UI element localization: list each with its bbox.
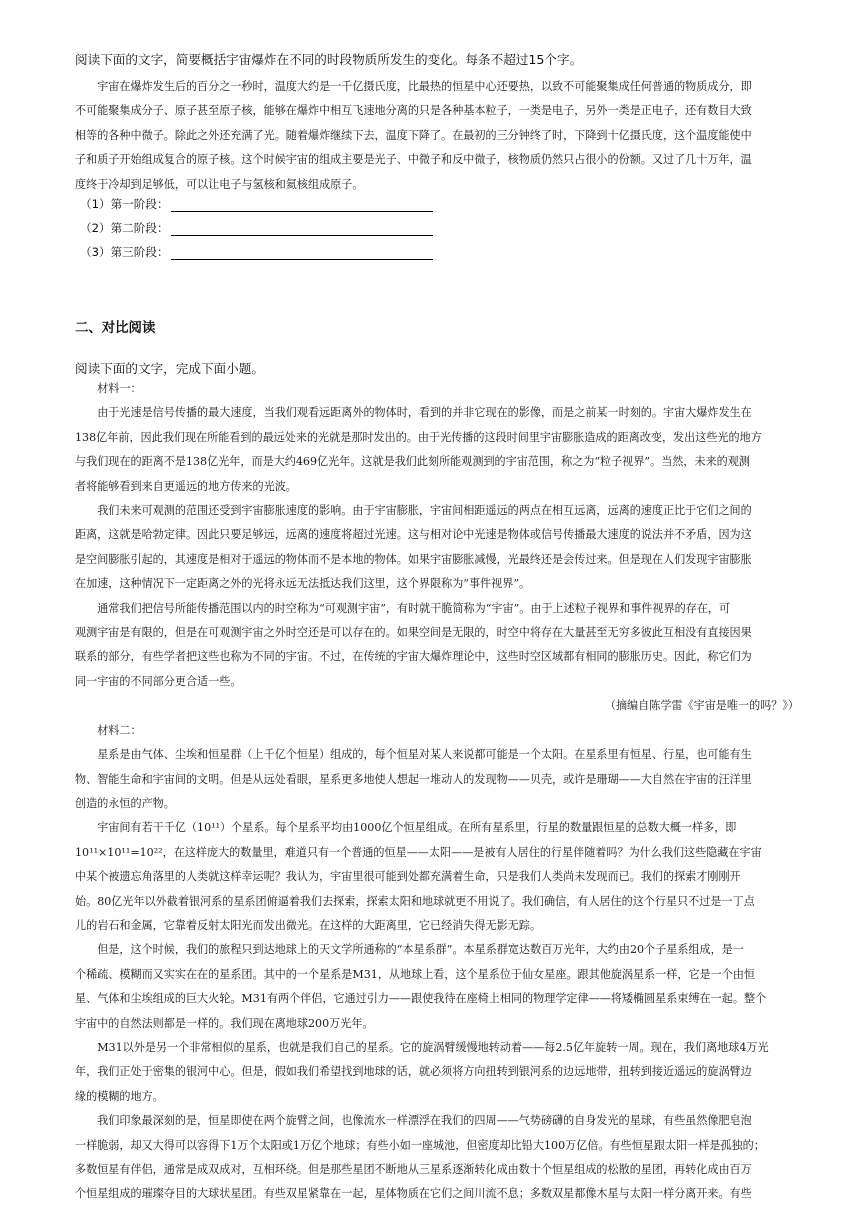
comparison-reading xyxy=(75,377,799,1207)
paragraph xyxy=(75,1109,799,1207)
paragraph-line: 通常我们把信号所能传播范围以内的时空称为“可观测宇宙”，有时就干脆简称为“宇宙”。由于上述粒子视界和事件视界的存在，可 xyxy=(97,601,731,615)
paragraph xyxy=(75,597,799,695)
answer-row-stage-2 xyxy=(80,220,433,236)
paragraph-line: 宇宙中的自然法则都是一样的。我们现在离地球200万光年。 xyxy=(75,1016,374,1030)
paragraph-line: 个恒星组成的璀璨夺目的大球状星团。有些双星紧靠在一起，星体物质在它们之间川流不息；多数双星都像木星与太阳一样分离开来。有些 xyxy=(75,1187,752,1201)
paragraph xyxy=(75,1036,799,1109)
passage-line: 度终于冷却到足够低，可以让电子与氢核和氦核组成原子。 xyxy=(75,177,364,191)
paragraph-line: 我们未来可观测的范围还受到宇宙膨胀速度的影响。由于宇宙膨胀，宇宙间相距遥远的两点在相互远离，远离的速度正比于它们之间的 xyxy=(97,504,752,518)
paragraph-line: 距离，这就是哈勃定律。因此只要足够远，远离的速度将超过光速。这与相对论中光速是物体或信号传播最大速度的说法并不矛盾，因为这 xyxy=(75,528,752,542)
section-title: 二、对比阅读 xyxy=(75,321,156,336)
answer-blank[interactable] xyxy=(171,245,433,260)
paragraph xyxy=(75,401,799,499)
paragraph-line: 宇宙间有若干千亿（10¹¹）个星系。每个星系平均由1000亿个恒星组成。在所有星系里，行星的数量跟恒星的总数大概一样多，即 xyxy=(97,821,737,835)
paragraph xyxy=(75,743,799,816)
passage-line: 宇宙在爆炸发生后的百分之一秒时，温度大约是一千亿摄氏度，比最热的恒星中心还要热，以致不可能聚集成任何普通的物质成分，即 xyxy=(97,80,752,93)
paragraph-line: 物、智能生命和宇宙间的文明。但是从远处看眼，星系更多地使人想起一堆动人的发现物——贝壳，或许是珊瑚——大自然在宇宙的汪洋里 xyxy=(75,772,752,786)
material-label: 材料一： xyxy=(97,382,142,395)
paragraph-line: 中某个被遗忘角落里的人类就这样幸运呢？我认为，宇宙里很可能到处都充满着生命，只是我们人类尚未发现而已。我们的探索才刚刚开 xyxy=(75,870,741,884)
answer-blank[interactable] xyxy=(171,197,433,212)
answer-row-stage-1 xyxy=(80,196,433,212)
answer-row-stage-3 xyxy=(80,244,433,260)
paragraph-line: 观测宇宙是有限的，但是在可观测宇宙之外时空还是可以存在的。如果空间是无限的，时空中将存在大量甚至无穷多彼此互相没有直接因果 xyxy=(75,626,752,640)
stage-label: （3）第三阶段： xyxy=(80,245,169,259)
paragraph-line: 同一宇宙的不同部分更合适一些。 xyxy=(75,674,242,688)
passage-line: 不可能聚集成分子、原子甚至原子核，能够在爆炸中相互飞速地分离的只是各种基本粒子，一类是电子，另外一类是正电子，还有数目大致 xyxy=(75,104,752,118)
paragraph-line: 缘的模糊的地方。 xyxy=(75,1089,164,1103)
answer-blank[interactable] xyxy=(171,221,433,236)
paragraph-line: 10¹¹×10¹¹=10²²，在这样庞大的数量里，难道只有一个普通的恒星——太阳——是被有人居住的行星伴随着吗？为什么我们这些隐藏在宇宙 xyxy=(75,845,762,859)
paragraph-line: 创造的永恒的产物。 xyxy=(75,796,175,810)
paragraph-line: 是空间膨胀引起的，其速度是相对于遥远的物体而不是本地的物体。如果宇宙膨胀减慢，光最终还是会传过来。但是现在人们发现宇宙膨胀 xyxy=(75,552,752,566)
section-instruction: 阅读下面的文字，完成下面小题。 xyxy=(75,361,264,376)
paragraph-line: 一样脆弱，却又大得可以容得下1万个太阳或1万亿个地球；有些小如一座城池，但密度却比铅大100万亿倍。有些恒星跟太阳一样是孤独的； xyxy=(75,1138,765,1152)
paragraph-line: 星系是由气体、尘埃和恒星群（上千亿个恒星）组成的，每个恒星对某人来说都可能是一个太阳。在星系里有恒星、行星，也可能有生 xyxy=(97,748,752,762)
paragraph-line: 在加速，这种情况下一定距离之外的光将永远无法抵达我们这里，这个界限称为“事件视界”。 xyxy=(75,577,531,591)
material-label: 材料二： xyxy=(97,723,142,737)
source-citation: （摘编自陈学雷《宇宙是唯一的吗？》） xyxy=(604,699,799,713)
paragraph-line: 者将能够看到来自更遥远的地方传来的光波。 xyxy=(75,479,297,493)
paragraph-line: 儿的岩石和金属，它靠着反射太阳光而发出微光。在这样的大距离里，它已经消失得无影无踪。 xyxy=(75,918,541,932)
paragraph-line: M31以外是另一个非常相似的星系，也就是我们自己的星系。它的旋涡臂缓慢地转动着——每2.5亿年旋转一周。现在，我们离地球4万光 xyxy=(97,1040,769,1054)
paragraph xyxy=(75,499,799,597)
paragraph-line: 138亿年前，因此我们现在所能看到的最远处来的光就是那时发出的。由于光传播的这段时间里宇宙膨胀造成的距离改变，发出这些光的地方 xyxy=(75,430,762,444)
passage-line: 子和质子开始组成复合的原子核。这个时候宇宙的组成主要是光子、中微子和反中微子，核物质仍然只占很小的份额。又过了几十万年，温 xyxy=(75,153,752,167)
question-instruction: 阅读下面的文字，简要概括宇宙爆炸在不同的时段物质所发生的变化。每条不超过15个字。 xyxy=(75,52,583,67)
question-passage xyxy=(75,75,799,197)
paragraph-line: 但是，这个时候，我们的旅程只到达地球上的天文学所通称的“本星系群”。本星系群宽达数百万光年，大约由20个子星系组成，是一 xyxy=(97,943,744,957)
passage-line: 相等的各种中微子。除此之外还充满了光。随着爆炸继续下去，温度下降了。在最初的三分钟终了时，下降到十亿摄氏度，这个温度能使中 xyxy=(75,128,752,142)
paragraph-line: 多数恒星有伴侣，通常是成双成对，互相环绕。但是那些星团不断地从三星系逐渐转化成由数十个恒星组成的松散的星团，再转化成由百万 xyxy=(75,1163,752,1176)
paragraph-line: 年，我们正处于密集的银河中心。但是，假如我们希望找到地球的话，就必须将方向扭转到银河系的边远地带，扭转到接近遥远的旋涡臂边 xyxy=(75,1065,752,1079)
paragraph xyxy=(75,938,799,1036)
paragraph-line: 始。80亿光年以外截着银河系的星系团俯逼着我们去探索，探索太阳和地球就更不用说了。我们确信，有人居住的这个行星只不过是一丁点 xyxy=(75,894,755,908)
paragraph-line: 我们印象最深刻的是，恒星即使在两个旋臂之间，也像流水一样漂浮在我们的四周——气势磅礴的自身发光的星球，有些虽然像肥皂泡 xyxy=(97,1114,752,1128)
paragraph-line: 由于光速是信号传播的最大速度，当我们观看远距离外的物体时，看到的并非它现在的影像，而是之前某一时刻的。宇宙大爆炸发生在 xyxy=(97,406,752,420)
paragraph-line: 个稀疏、模糊而又实实在在的星系团。其中的一个星系是M31，从地球上看，这个星系位于仙女星座。跟其他旋涡星系一样，它是一个由恒 xyxy=(75,967,756,981)
paragraph-line: 星、气体和尘埃组成的巨大火轮。M31有两个伴侣，它通过引力——跟使我待在座椅上相同的物理学定律——将矮椭圆星系束缚在一起。整个 xyxy=(75,992,767,1006)
paragraph xyxy=(75,816,799,938)
paragraph-line: 联系的部分，有些学者把这些也称为不同的宇宙。不过，在传统的宇宙大爆炸理论中，这些时空区域都有相同的膨胀历史。因此，称它们为 xyxy=(75,650,752,664)
stage-label: （1）第一阶段： xyxy=(80,197,169,211)
stage-label: （2）第二阶段： xyxy=(80,221,169,235)
paragraph-line: 与我们现在的距离不是138亿光年，而是大约469亿光年。这就是我们此刻所能观测到的宇宙范围，称之为“粒子视界”。当然，未来的观测 xyxy=(75,455,750,469)
